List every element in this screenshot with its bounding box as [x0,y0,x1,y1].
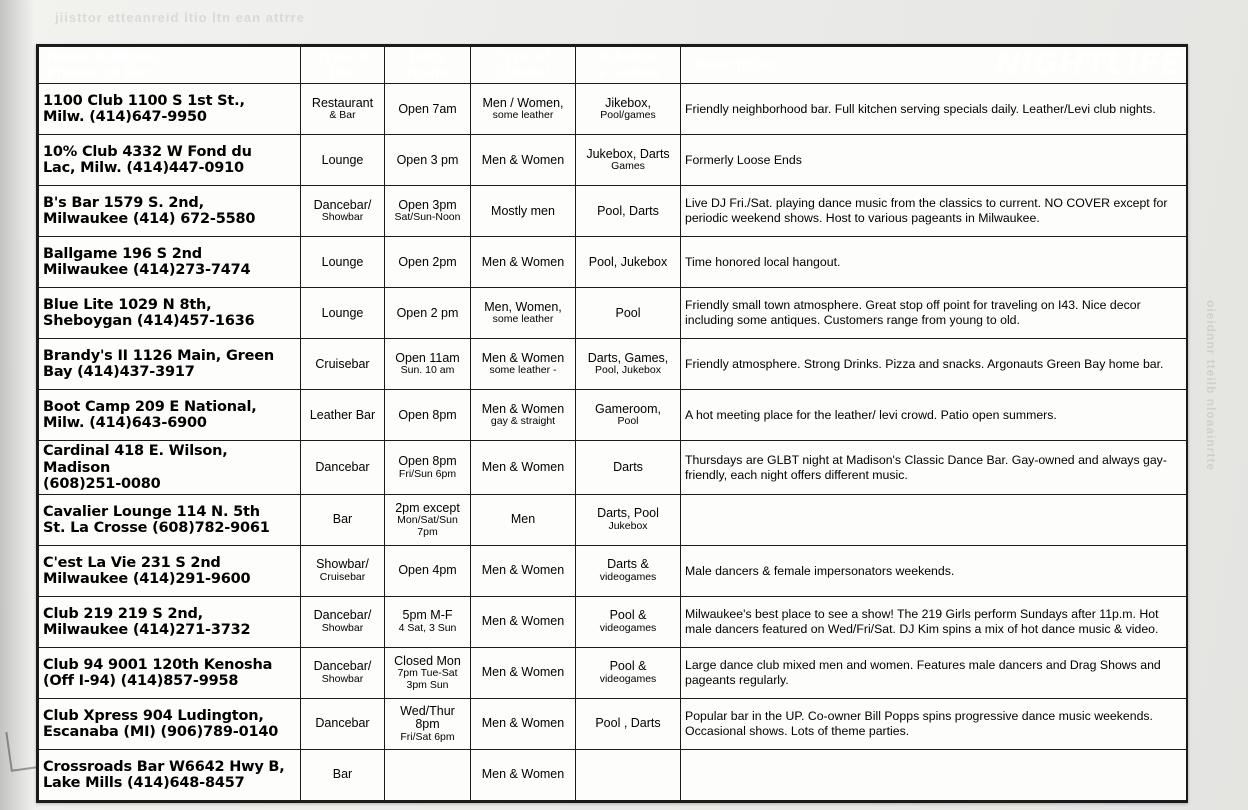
bar-name-address-cell [39,339,301,390]
jukebox-games-cell-line1: Darts [613,459,643,474]
daily-hours-cell [385,441,471,495]
table-row [39,135,1187,186]
daily-hours-cell [385,750,471,801]
column-header-name [39,47,301,84]
jukebox-games-cell-line1: Darts, Pool [597,506,659,521]
bar-address-line2: Lac, Milw. (414)447-0910 [43,160,244,177]
clientel-cell [471,546,576,597]
bar-type-cell [301,186,385,237]
bar-address-line2: Lake Mills (414)648-8457 [43,775,245,792]
daily-hours-cell [385,84,471,135]
daily-hours-cell-line1: Open 7am [398,101,457,116]
bar-type-cell-line1: Lounge [321,152,364,167]
column-header-hours-line1: Daily [409,48,446,65]
description-cell: Live DJ Fri./Sat. playing dance music from the classics to current. NO COVER except for periodic weekend shows. Host to various pageants in Milwaukee. [681,186,1187,237]
bar-name-line1: Club Xpress 904 Ludington, [43,707,264,724]
daily-hours-cell [385,237,471,288]
bar-address-line2: Sheboygan (414)457-1636 [43,313,255,330]
scan-ghost-text-right: oieidnnr tteilb nloaainrtte [1204,300,1218,472]
clientel-cell-line1: Men & Women [481,350,565,365]
bar-address-line2: Escanaba (MI) (906)789-0140 [43,724,279,741]
description-cell: Large dance club mixed men and women. Features male dancers and Drag Shows and pageants regularly. [681,648,1187,699]
jukebox-games-cell-line1: Pool, Darts [597,203,659,218]
daily-hours-cell-line2: Fri/Sat 6pm [400,731,455,744]
scan-ghost-text-top: jiisttor etteanreid ltio ltn ean attrre [55,10,305,25]
clientel-cell-line1: Men & Women [481,767,565,782]
clientel-cell-line1: Men & Women [481,614,565,629]
description-cell: Friendly atmosphere. Strong Drinks. Pizza and snacks. Argonauts Green Bay home bar. [681,339,1187,390]
jukebox-games-cell [576,546,681,597]
bar-name-address-cell [39,699,301,750]
jukebox-games-cell [576,597,681,648]
jukebox-games-cell-line2: videogames [599,571,657,584]
bar-type-cell [301,546,385,597]
jukebox-games-cell [576,648,681,699]
clientel-cell [471,597,576,648]
jukebox-games-cell-line2: Jukebox [608,520,648,533]
bar-type-cell-line1: Dancebar [315,716,370,731]
clientel-cell [471,750,576,801]
jukebox-games-cell [576,135,681,186]
scan-edge-shadow [0,0,34,810]
bar-name-address-cell [39,750,301,801]
jukebox-games-cell-line1: Pool & [609,659,647,674]
clientel-cell [471,237,576,288]
bar-name-line1: Club 219 219 S 2nd, [43,605,203,622]
jukebox-games-cell-line2: Pool [617,415,639,428]
bar-address-line2: Milw. (414)647-9950 [43,109,207,126]
bar-name-line1: Cardinal 418 E. Wilson, Madison [43,443,228,476]
jukebox-games-cell-line1: Jukebox, Darts [586,146,670,161]
bar-type-cell-line2: & Bar [329,109,356,122]
jukebox-games-cell [576,441,681,495]
bar-name-address-cell [39,237,301,288]
clientel-cell-line1: Mostly men [491,203,555,218]
clientel-cell [471,648,576,699]
bar-name-address-cell [39,546,301,597]
bar-type-cell [301,237,385,288]
bar-type-cell [301,597,385,648]
daily-hours-cell-line2: Sat/Sun-Noon [394,211,461,224]
table-row [39,288,1187,339]
daily-hours-cell [385,495,471,546]
column-header-clientel-line1: Type of [496,48,550,65]
table-row [39,648,1187,699]
clientel-cell-line1: Men & Women [481,401,565,416]
clientel-cell-line2: some leather [492,313,554,326]
daily-hours-cell [385,288,471,339]
bar-name-line1: C'est La Vie 231 S 2nd [43,554,221,571]
clientel-cell-line1: Men & Women [481,254,565,269]
column-header-jukebox-games [576,47,681,84]
bar-type-cell-line1: Dancebar/ [313,608,372,623]
bar-type-cell-line1: Lounge [321,254,364,269]
clientel-cell [471,288,576,339]
table-row [39,495,1187,546]
bar-type-cell [301,750,385,801]
daily-hours-cell-line1: Open 8pm [398,454,457,469]
bar-name-line1: Cavalier Lounge 114 N. 5th [43,503,260,520]
bar-type-cell-line1: Dancebar/ [313,659,372,674]
bar-name-line1: Boot Camp 209 E National, [43,399,257,416]
bar-type-cell [301,441,385,495]
description-cell: Thursdays are GLBT night at Madison's Classic Dance Bar. Gay-owned and always gay-friendly, each night offers different music. [681,441,1187,495]
column-header-type-of-bar [301,47,385,84]
jukebox-games-cell-line1: Pool [615,305,641,320]
nightlife-brand-title: NIGHTLIFE [995,47,1182,82]
bar-address-line2: Milwaukee (414)271-3732 [43,622,251,639]
jukebox-games-cell-line2: Pool, Jukebox [595,364,661,377]
daily-hours-cell-line2: Mon/Sat/Sun 7pm [397,514,458,538]
clientel-cell [471,390,576,441]
jukebox-games-cell-line2: Pool/games [600,109,656,122]
daily-hours-cell [385,699,471,750]
jukebox-games-cell-line1: Pool , Darts [595,716,661,731]
bar-name-address-cell [39,135,301,186]
bar-type-cell-line1: Bar [332,767,353,782]
daily-hours-cell-line2: 7pm Tue-Sat 3pm Sun [397,667,458,691]
bar-address-line2: Milw. (414)643-6900 [43,415,207,432]
jukebox-games-cell [576,237,681,288]
daily-hours-cell-line1: Open 3 pm [396,152,459,167]
clientel-cell [471,441,576,495]
bar-name-address-cell [39,84,301,135]
bar-type-cell [301,495,385,546]
daily-hours-cell [385,597,471,648]
bar-type-cell [301,135,385,186]
jukebox-games-cell-line1: Darts & [607,557,649,572]
clientel-cell [471,495,576,546]
clientel-cell-line2: gay & straight [490,415,556,428]
daily-hours-cell-line1: Open 2 pm [396,305,459,320]
bar-address-line2: Milwaukee (414)291-9600 [43,571,251,588]
bar-name-address-cell [39,441,301,495]
bar-type-cell [301,339,385,390]
jukebox-games-cell-line2: Games [611,160,645,173]
bar-type-cell-line2: Cruisebar [319,571,366,584]
bar-type-cell [301,288,385,339]
jukebox-games-cell [576,339,681,390]
description-cell: Milwaukee's best place to see a show! The 219 Girls perform Sundays after 11p.m. Hot male dancers featured on Wed/Fri/Sat. DJ Kim spins a mix of hot dance music & video. [681,597,1187,648]
clientel-cell-line1: Men & Women [481,716,565,731]
daily-hours-cell-line1: Open 11am [395,350,460,365]
daily-hours-cell [385,135,471,186]
jukebox-games-cell [576,288,681,339]
bar-type-cell-line1: Dancebar [315,459,370,474]
column-header-type-line1: Type of [316,48,369,65]
jukebox-games-cell [576,390,681,441]
bar-name-address-cell [39,495,301,546]
daily-hours-cell-line1: Wed/Thur 8pm [400,703,455,732]
daily-hours-cell-line1: 2pm except [395,500,460,515]
bar-type-cell-line2: Showbar [321,211,364,224]
daily-hours-cell [385,390,471,441]
jukebox-games-cell-line2: videogames [599,622,657,635]
daily-hours-cell-line2: Sun. 10 am [400,364,455,377]
bar-name-address-cell [39,597,301,648]
table-row [39,84,1187,135]
column-header-description [681,47,1187,84]
description-cell: Friendly neighborhood bar. Full kitchen serving specials daily. Leather/Levi club nights. [681,84,1187,135]
bar-name-line1: Ballgame 196 S 2nd [43,246,202,263]
column-header-jukebox-line1: Jukebox [597,48,659,65]
daily-hours-cell-line1: Open 2pm [398,254,457,269]
column-header-clientel-line2: Clientel [495,64,551,82]
bar-name-line1: 1100 Club 1100 S 1st St., [43,93,245,110]
daily-hours-cell [385,186,471,237]
bar-name-address-cell [39,186,301,237]
bar-name-line1: Crossroads Bar W6642 Hwy B, [43,758,285,775]
bar-address-line2: Milwaukee (414)273-7474 [43,262,251,279]
daily-hours-cell [385,339,471,390]
description-cell [681,750,1187,801]
column-header-type-of-clientel [471,47,576,84]
bar-type-cell-line1: Restaurant [311,95,374,110]
clientel-cell-line1: Men [510,512,536,527]
jukebox-games-cell-line1: Gameroom, [595,401,661,416]
bar-type-cell-line1: Dancebar/ [313,197,372,212]
bar-type-cell-line2: Showbar [321,622,364,635]
bar-name-address-cell [39,288,301,339]
jukebox-games-cell [576,84,681,135]
bar-name-line1: Club 94 9001 120th Kenosha [43,656,273,673]
description-cell: Friendly small town atmosphere. Great stop off point for traveling on I43. Nice decor including some antiques. Customers range from young to old. [681,288,1187,339]
clientel-cell [471,84,576,135]
table-row [39,441,1187,495]
bar-address-line2: (608)251-0080 [43,475,161,492]
daily-hours-cell-line2: Fri/Sun 6pm [398,467,457,480]
bar-type-cell-line1: Bar [332,512,353,527]
jukebox-games-cell [576,186,681,237]
clientel-cell-line2: some leather - [489,364,557,377]
bar-type-cell-line1: Showbar/ [316,557,369,572]
jukebox-games-cell [576,750,681,801]
daily-hours-cell [385,648,471,699]
jukebox-games-cell [576,495,681,546]
daily-hours-cell [385,546,471,597]
bar-address-line2: Milwaukee (414) 672-5580 [43,211,256,228]
bar-name-line1: B's Bar 1579 S. 2nd, [43,195,204,212]
bar-address-line2: Bay (414)437-3917 [43,364,195,381]
clientel-cell-line2: some leather [492,109,554,122]
table-row [39,597,1187,648]
clientel-cell [471,135,576,186]
daily-hours-cell-line1: Open 8pm [398,407,457,422]
bar-type-cell-line2: Showbar [321,673,364,686]
bar-type-cell [301,84,385,135]
bar-name-address-cell [39,648,301,699]
jukebox-games-cell-line1: Jikebox, [605,95,651,110]
bar-address-line2: (Off I-94) (414)857-9958 [43,673,239,690]
table-row [39,339,1187,390]
daily-hours-cell-line1: Closed Mon [394,653,461,668]
table-row [39,750,1187,801]
column-header-description-label: Description [695,56,778,74]
nightlife-bar-listing-document [36,44,1188,803]
bar-type-cell [301,699,385,750]
daily-hours-cell-line2: 4 Sat, 3 Sun [398,622,457,635]
column-header-daily-hours [385,47,471,84]
jukebox-games-cell-line1: Darts, Games, [587,350,669,365]
description-cell: Male dancers & female impersonators weekends. [681,546,1187,597]
clientel-cell-line1: Men & Women [481,152,565,167]
jukebox-games-cell-line2: videogames [599,673,657,686]
jukebox-games-cell-line1: Pool & [609,608,647,623]
description-cell [681,495,1187,546]
clientel-cell [471,339,576,390]
bar-type-cell [301,648,385,699]
description-cell: A hot meeting place for the leather/ levi crowd. Patio open summers. [681,390,1187,441]
clientel-cell-line1: Men & Women [481,563,565,578]
daily-hours-cell-line1: Open 4pm [398,563,457,578]
description-cell: Time honored local hangout. [681,237,1187,288]
jukebox-games-cell [576,699,681,750]
bar-listing-table [38,46,1187,801]
clientel-cell-line1: Men & Women [481,459,565,474]
clientel-cell-line1: Men / Women, [482,95,564,110]
daily-hours-cell-line1: 5pm M-F [402,608,453,623]
bar-type-cell-line1: Leather Bar [309,407,376,422]
bar-type-cell [301,390,385,441]
column-header-jukebox-line2: & Games [595,64,661,82]
daily-hours-cell-line1: Open 3pm [398,197,457,212]
bar-name-line1: Brandy's II 1126 Main, Green [43,348,275,365]
table-body [39,84,1187,801]
column-header-name-line2: Phone# of Bar. [47,64,153,82]
description-cell: Formerly Loose Ends [681,135,1187,186]
description-cell: Popular bar in the UP. Co-owner Bill Popps spins progressive dance music weekends. Occasional shows. Lots of theme parties. [681,699,1187,750]
table-row [39,186,1187,237]
clientel-cell-line1: Men, Women, [484,299,562,314]
table-row [39,699,1187,750]
table-row [39,237,1187,288]
bar-name-line1: 10% Club 4332 W Fond du [43,144,252,161]
table-row [39,390,1187,441]
jukebox-games-cell-line1: Pool, Jukebox [588,254,668,269]
column-header-hours-line2: Hours [405,64,450,82]
clientel-cell-line1: Men & Women [481,665,565,680]
clientel-cell [471,699,576,750]
bar-type-cell-line1: Cruisebar [315,356,370,371]
table-row [39,546,1187,597]
column-header-type-line2: Bar [329,64,355,82]
column-header-name-line1: Name, Address, [47,48,160,65]
bar-address-line2: St. La Crosse (608)782-9061 [43,520,270,537]
clientel-cell [471,186,576,237]
bar-name-line1: Blue Lite 1029 N 8th, [43,297,212,314]
bar-name-address-cell [39,390,301,441]
bar-type-cell-line1: Lounge [321,305,364,320]
table-header [39,47,1187,84]
